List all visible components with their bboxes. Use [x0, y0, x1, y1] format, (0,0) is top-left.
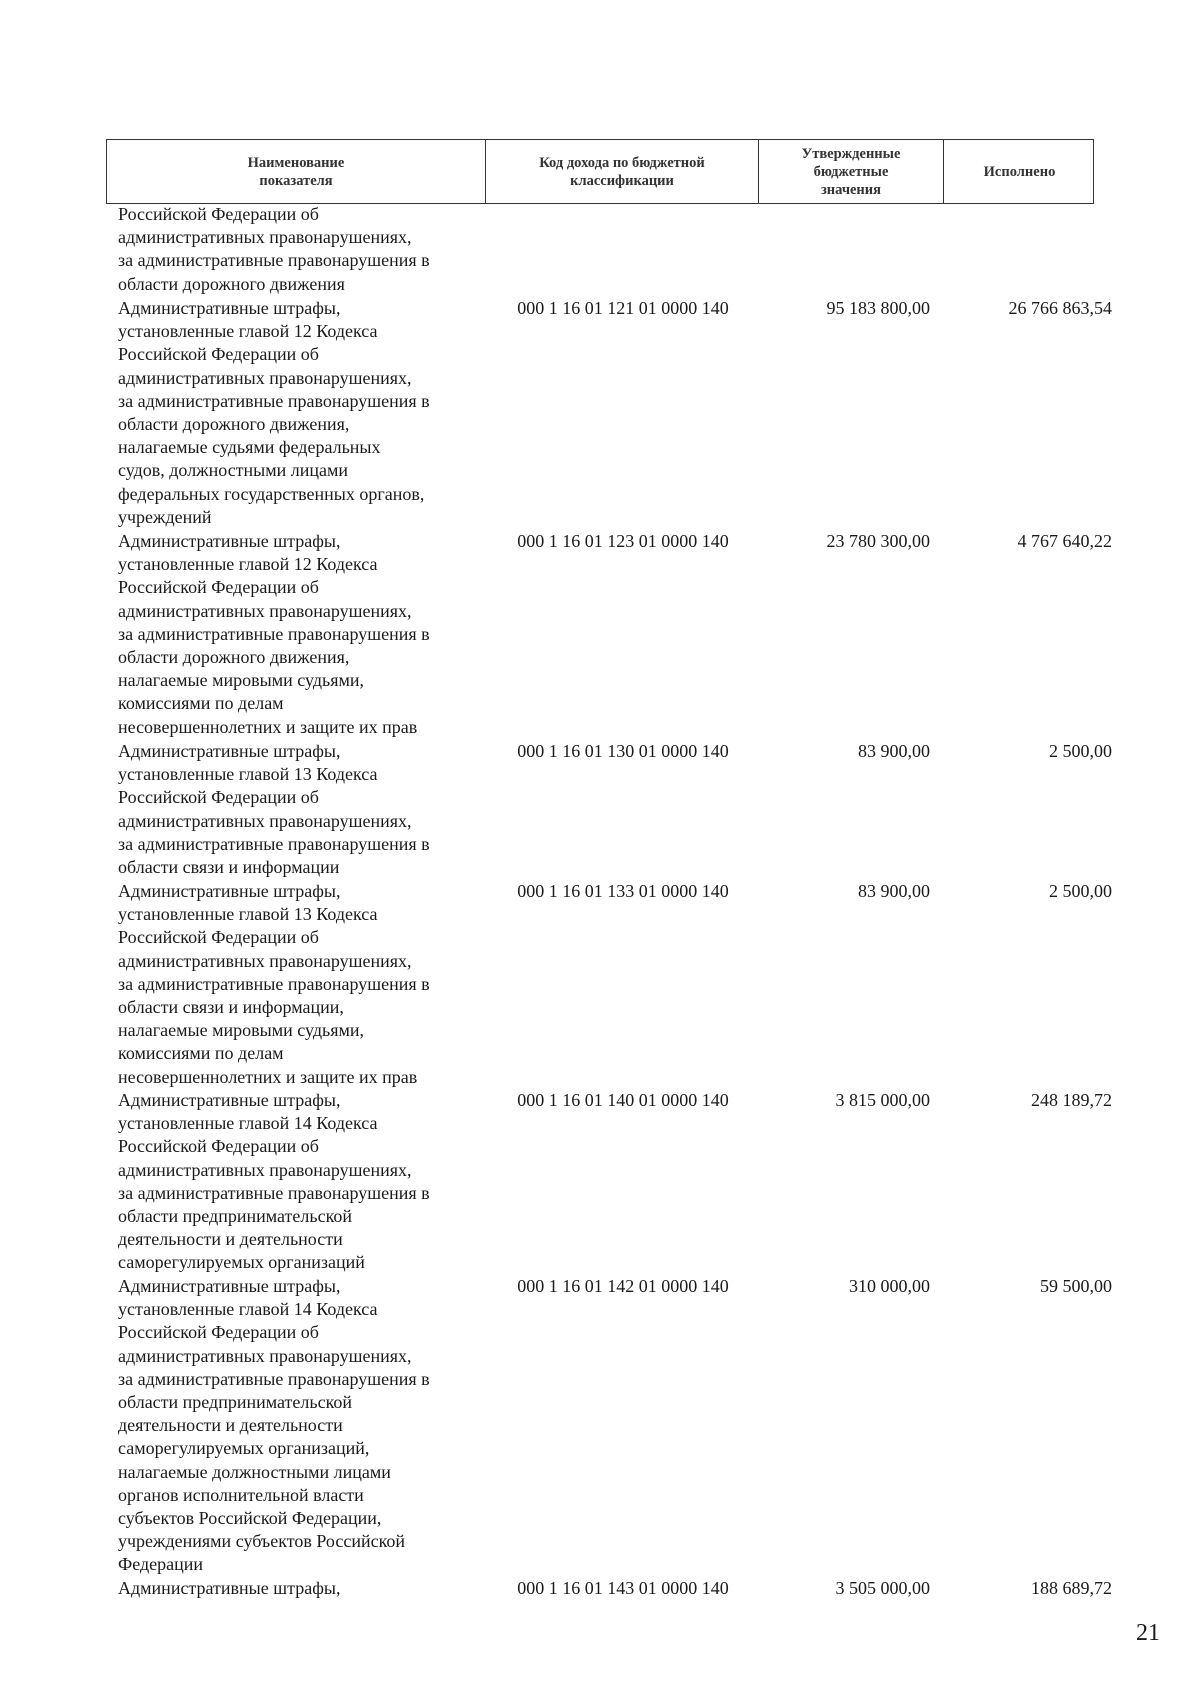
- row-name: Административные штрафы, установленные главой 14 Кодекса Российской Федерации об административных правонарушениях, за административные правонарушения в области предпринимательской деятельности и деятельности саморегулируемых организаций, налагаемые должностными лицами органов исполнительной власти субъектов Российской Федерации, учреждениями субъектов Российской Федерации: [118, 1276, 430, 1575]
- row-approved: 310 000,00: [849, 1276, 930, 1296]
- row-approved: 3 815 000,00: [835, 1090, 930, 1110]
- row-code: 000 1 16 01 133 01 0000 140: [517, 881, 729, 901]
- row-name: Административные штрафы, установленные главой 12 Кодекса Российской Федерации об административных правонарушениях, за административные правонарушения в области дорожного движения, налагаемые судьями федеральных судов, должностными лицами федеральных государственных органов, учреждений: [118, 298, 430, 527]
- row-executed: 248 189,72: [1031, 1090, 1112, 1110]
- row-name: Административные штрафы,: [118, 1578, 341, 1598]
- header-code-text: Код дохода по бюджетной классификации: [539, 154, 705, 189]
- header-approved-text: Утвержденные бюджетные значения: [801, 145, 901, 198]
- row-name: Административные штрафы, установленные главой 13 Кодекса Российской Федерации об административных правонарушениях, за административные правонарушения в области связи и информации: [118, 741, 430, 878]
- row-approved: 23 780 300,00: [826, 531, 930, 551]
- row-approved: 95 183 800,00: [826, 298, 930, 318]
- row-name: Административные штрафы, установленные главой 12 Кодекса Российской Федерации об административных правонарушениях, за административные правонарушения в области дорожного движения, налагаемые мировыми судьями, комиссиями по делам несовершеннолетних и защите их прав: [118, 531, 430, 737]
- row-code: 000 1 16 01 143 01 0000 140: [517, 1578, 729, 1598]
- row-code: 000 1 16 01 140 01 0000 140: [517, 1090, 729, 1110]
- row-code: 000 1 16 01 130 01 0000 140: [517, 741, 729, 761]
- header-executed-text: Исполнено: [983, 163, 1056, 180]
- row-code: 000 1 16 01 142 01 0000 140: [517, 1276, 729, 1296]
- page-number: 21: [1136, 1620, 1160, 1646]
- row-name: Административные штрафы, установленные главой 14 Кодекса Российской Федерации об административных правонарушениях, за административные правонарушения в области предпринимательской деятельности и деятельности саморегулируемых организаций: [118, 1090, 430, 1273]
- row-name: Российской Федерации об административных правонарушениях, за административные правонарушения в области дорожного движения: [118, 204, 430, 294]
- header-name-text: Наименование показателя: [247, 154, 345, 189]
- row-approved: 83 900,00: [858, 881, 930, 901]
- row-code: 000 1 16 01 123 01 0000 140: [517, 531, 729, 551]
- row-executed: 188 689,72: [1031, 1578, 1112, 1598]
- row-executed: 59 500,00: [1040, 1276, 1112, 1296]
- row-executed: 2 500,00: [1049, 881, 1112, 901]
- row-executed: 2 500,00: [1049, 741, 1112, 761]
- row-code: 000 1 16 01 121 01 0000 140: [517, 298, 729, 318]
- row-approved: 83 900,00: [858, 741, 930, 761]
- row-name: Административные штрафы, установленные главой 13 Кодекса Российской Федерации об административных правонарушениях, за административные правонарушения в области связи и информации, налагаемые мировыми судьями, комиссиями по делам несовершеннолетних и защите их прав: [118, 881, 430, 1087]
- row-executed: 4 767 640,22: [1017, 531, 1112, 551]
- row-approved: 3 505 000,00: [835, 1578, 930, 1598]
- row-executed: 26 766 863,54: [1008, 298, 1112, 318]
